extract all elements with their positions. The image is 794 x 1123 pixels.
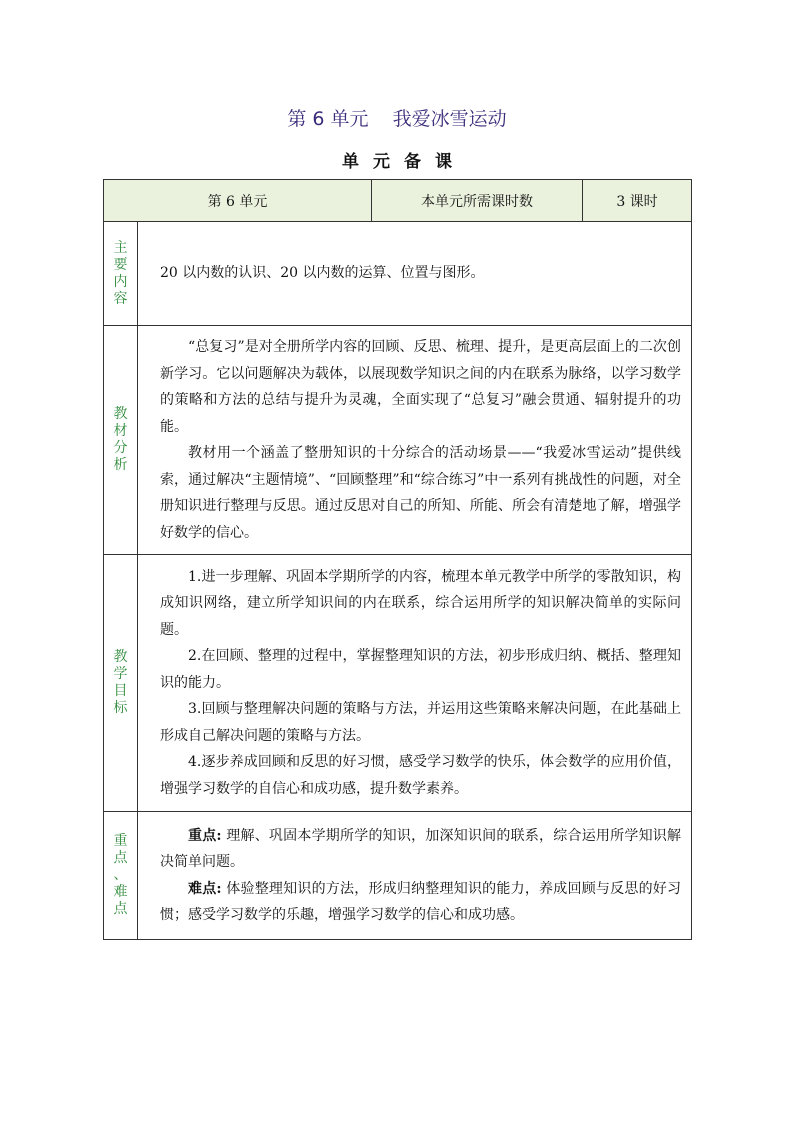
key-point-text: 理解、巩固本学期所学的知识，加深知识间的联系，综合运用所学知识解决简单问题。 (160, 827, 681, 870)
content-row (104, 222, 692, 326)
key-points-row (104, 812, 692, 940)
key-point-label: 重点: (188, 827, 222, 844)
goals-label: 教 学 目 标 (104, 555, 138, 812)
difficult-point-label: 难点: (188, 880, 222, 897)
goal-item: 2.在回顾、整理的过程中，掌握整理知识的方法，初步形成归纳、概括、整理知识的能力。 (160, 648, 681, 691)
key-point (160, 823, 681, 876)
unit-cell: 第 6 单元 (104, 180, 372, 222)
goals-row (104, 555, 692, 812)
hours-label-cell: 本单元所需课时数 (372, 180, 583, 222)
goal-item: 3.回顾与整理解决问题的策略与方法，并运用这些策略来解决问题，在此基础上形成自己解决问题的策略与方法。 (160, 701, 681, 744)
analysis-row (104, 326, 692, 555)
analysis-text (138, 326, 692, 555)
goal-item: 1.进一步理解、巩固本学期所学的内容，梳理本单元教学中所学的零散知识，构成知识网络，建立所学知识间的内在联系，综合运用所学的知识解决简单的实际问题。 (160, 568, 681, 638)
analysis-paragraph: 教材用一个涵盖了整册知识的十分综合的活动场景——“我爱冰雪运动”提供线索，通过解决“主题情境”、“回顾整理”和“综合练习”中一系列有挑战性的问题，对全册知识进行整理与反思。通过反思对自己的所知、所能、所会有清楚地了解，增强学好数学的信心。 (160, 445, 681, 541)
analysis-label: 教 材 分 析 (104, 326, 138, 555)
header-row (104, 180, 692, 222)
analysis-paragraph: “总复习”是对全册所学内容的回顾、反思、梳理、提升，是更高层面上的二次创新学习。它以问题解决为载体，以展现数学知识之间的内在联系为脉络，以学习数学的策略和方法的总结与提升为灵魂，全面实现了“总复习”融会贯通、辐射提升的功能。 (160, 339, 681, 435)
goal-item: 4.逐步养成回顾和反思的好习惯，感受学习数学的快乐，体会数学的应用价值，增强学习数学的自信心和成功感，提升数学素养。 (160, 754, 681, 797)
difficult-point-text: 体验整理知识的方法，形成归纳整理知识的能力，养成回顾与反思的好习惯；感受学习数学的乐趣，增强学习数学的信心和成功感。 (160, 880, 681, 923)
lesson-plan-table (103, 179, 692, 940)
document-title: 第 6 单元 我爱冰雪运动 (287, 108, 507, 130)
key-points-label: 重 点 、 难 点 (104, 812, 138, 940)
hours-value-cell: 3 课时 (583, 180, 692, 222)
goals-text (138, 555, 692, 812)
key-points-text (138, 812, 692, 940)
content-text: 20 以内数的认识、20 以内数的运算、位置与图形。 (138, 222, 692, 326)
document-subtitle: 单元备课 (342, 152, 466, 172)
content-label: 主 要 内 容 (104, 222, 138, 326)
difficult-point (160, 876, 681, 929)
